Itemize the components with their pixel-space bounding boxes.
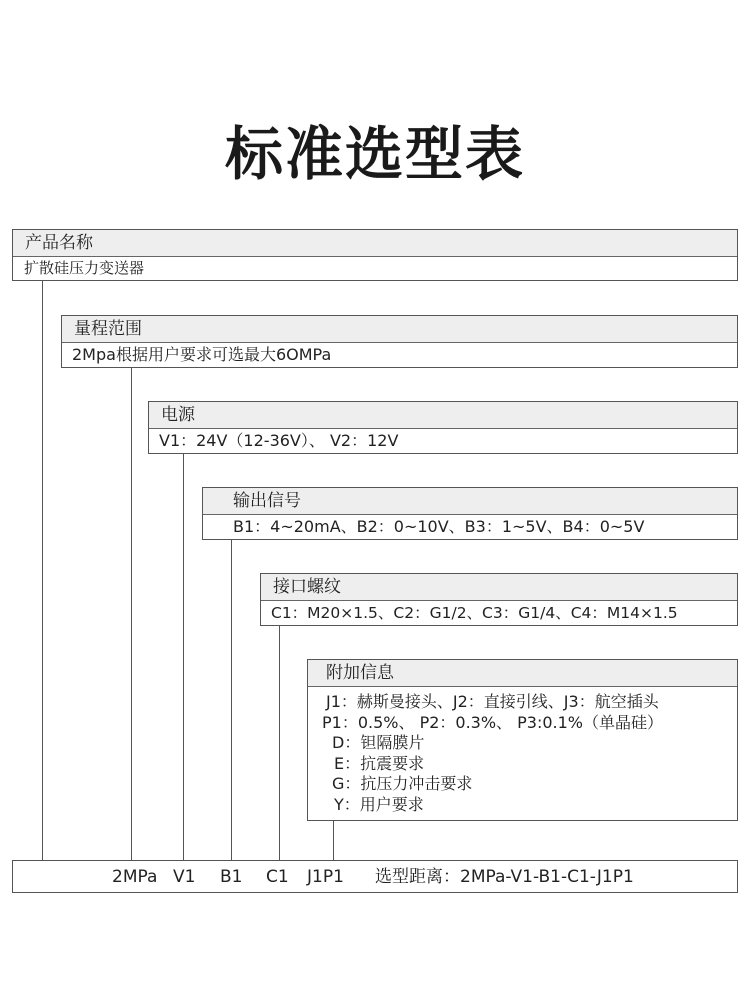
section-value: B1：4~20mA、B2：0~10V、B3：1~5V、B4：0~5V bbox=[233, 517, 645, 536]
section-header: 输出信号 bbox=[203, 488, 737, 515]
connector-line-extra bbox=[333, 820, 334, 860]
extra-info-line: G：抗压力冲击要求 bbox=[332, 774, 473, 793]
page-title: 标准选型表 bbox=[224, 120, 525, 188]
extra-info-line: D：钽隔膜片 bbox=[332, 733, 425, 752]
connector-line-power bbox=[183, 453, 184, 860]
connector-line-output bbox=[231, 539, 232, 860]
section-header: 附加信息 bbox=[308, 660, 737, 687]
section-value: 2Mpa根据用户要求可选最大6OMPa bbox=[72, 345, 332, 364]
extra-info-lines bbox=[322, 692, 733, 815]
model-code-thread: C1 bbox=[266, 867, 289, 887]
section-extra-info bbox=[307, 659, 738, 821]
connector-line-thread bbox=[279, 625, 280, 860]
section-value: V1：24V（12-36V）、 V2：12V bbox=[159, 431, 399, 450]
section-header: 产品名称 bbox=[13, 230, 737, 257]
section-range bbox=[61, 315, 738, 368]
extra-info-line: P1：0.5%、 P2：0.3%、 P3:0.1%（单晶硅） bbox=[322, 712, 663, 732]
section-value: 扩散硅压力变送器 bbox=[24, 259, 145, 277]
model-example: 选型距离：2MPa-V1-B1-C1-J1P1 bbox=[375, 867, 634, 887]
section-power bbox=[148, 401, 738, 454]
section-header: 量程范围 bbox=[62, 316, 737, 343]
extra-info-line: Y：用户要求 bbox=[334, 794, 424, 814]
extra-info-line: E：抗震要求 bbox=[334, 753, 425, 773]
section-header: 接口螺纹 bbox=[261, 574, 737, 601]
model-code-extra: J1P1 bbox=[307, 867, 344, 887]
extra-info-line: J1：赫斯曼接头、J2：直接引线、J3：航空插头 bbox=[326, 692, 659, 711]
section-output-signal bbox=[202, 487, 738, 540]
connector-line-product bbox=[42, 280, 43, 860]
section-header: 电源 bbox=[149, 402, 737, 429]
section-value: C1：M20×1.5、C2：G1/2、C3：G1/4、C4：M14×1.5 bbox=[271, 604, 678, 622]
section-product-name bbox=[12, 229, 738, 281]
model-code-range: 2MPa bbox=[112, 867, 158, 887]
connector-line-range bbox=[131, 367, 132, 860]
model-code-power: V1 bbox=[173, 867, 196, 887]
section-thread bbox=[260, 573, 738, 626]
model-code-output: B1 bbox=[220, 867, 243, 887]
